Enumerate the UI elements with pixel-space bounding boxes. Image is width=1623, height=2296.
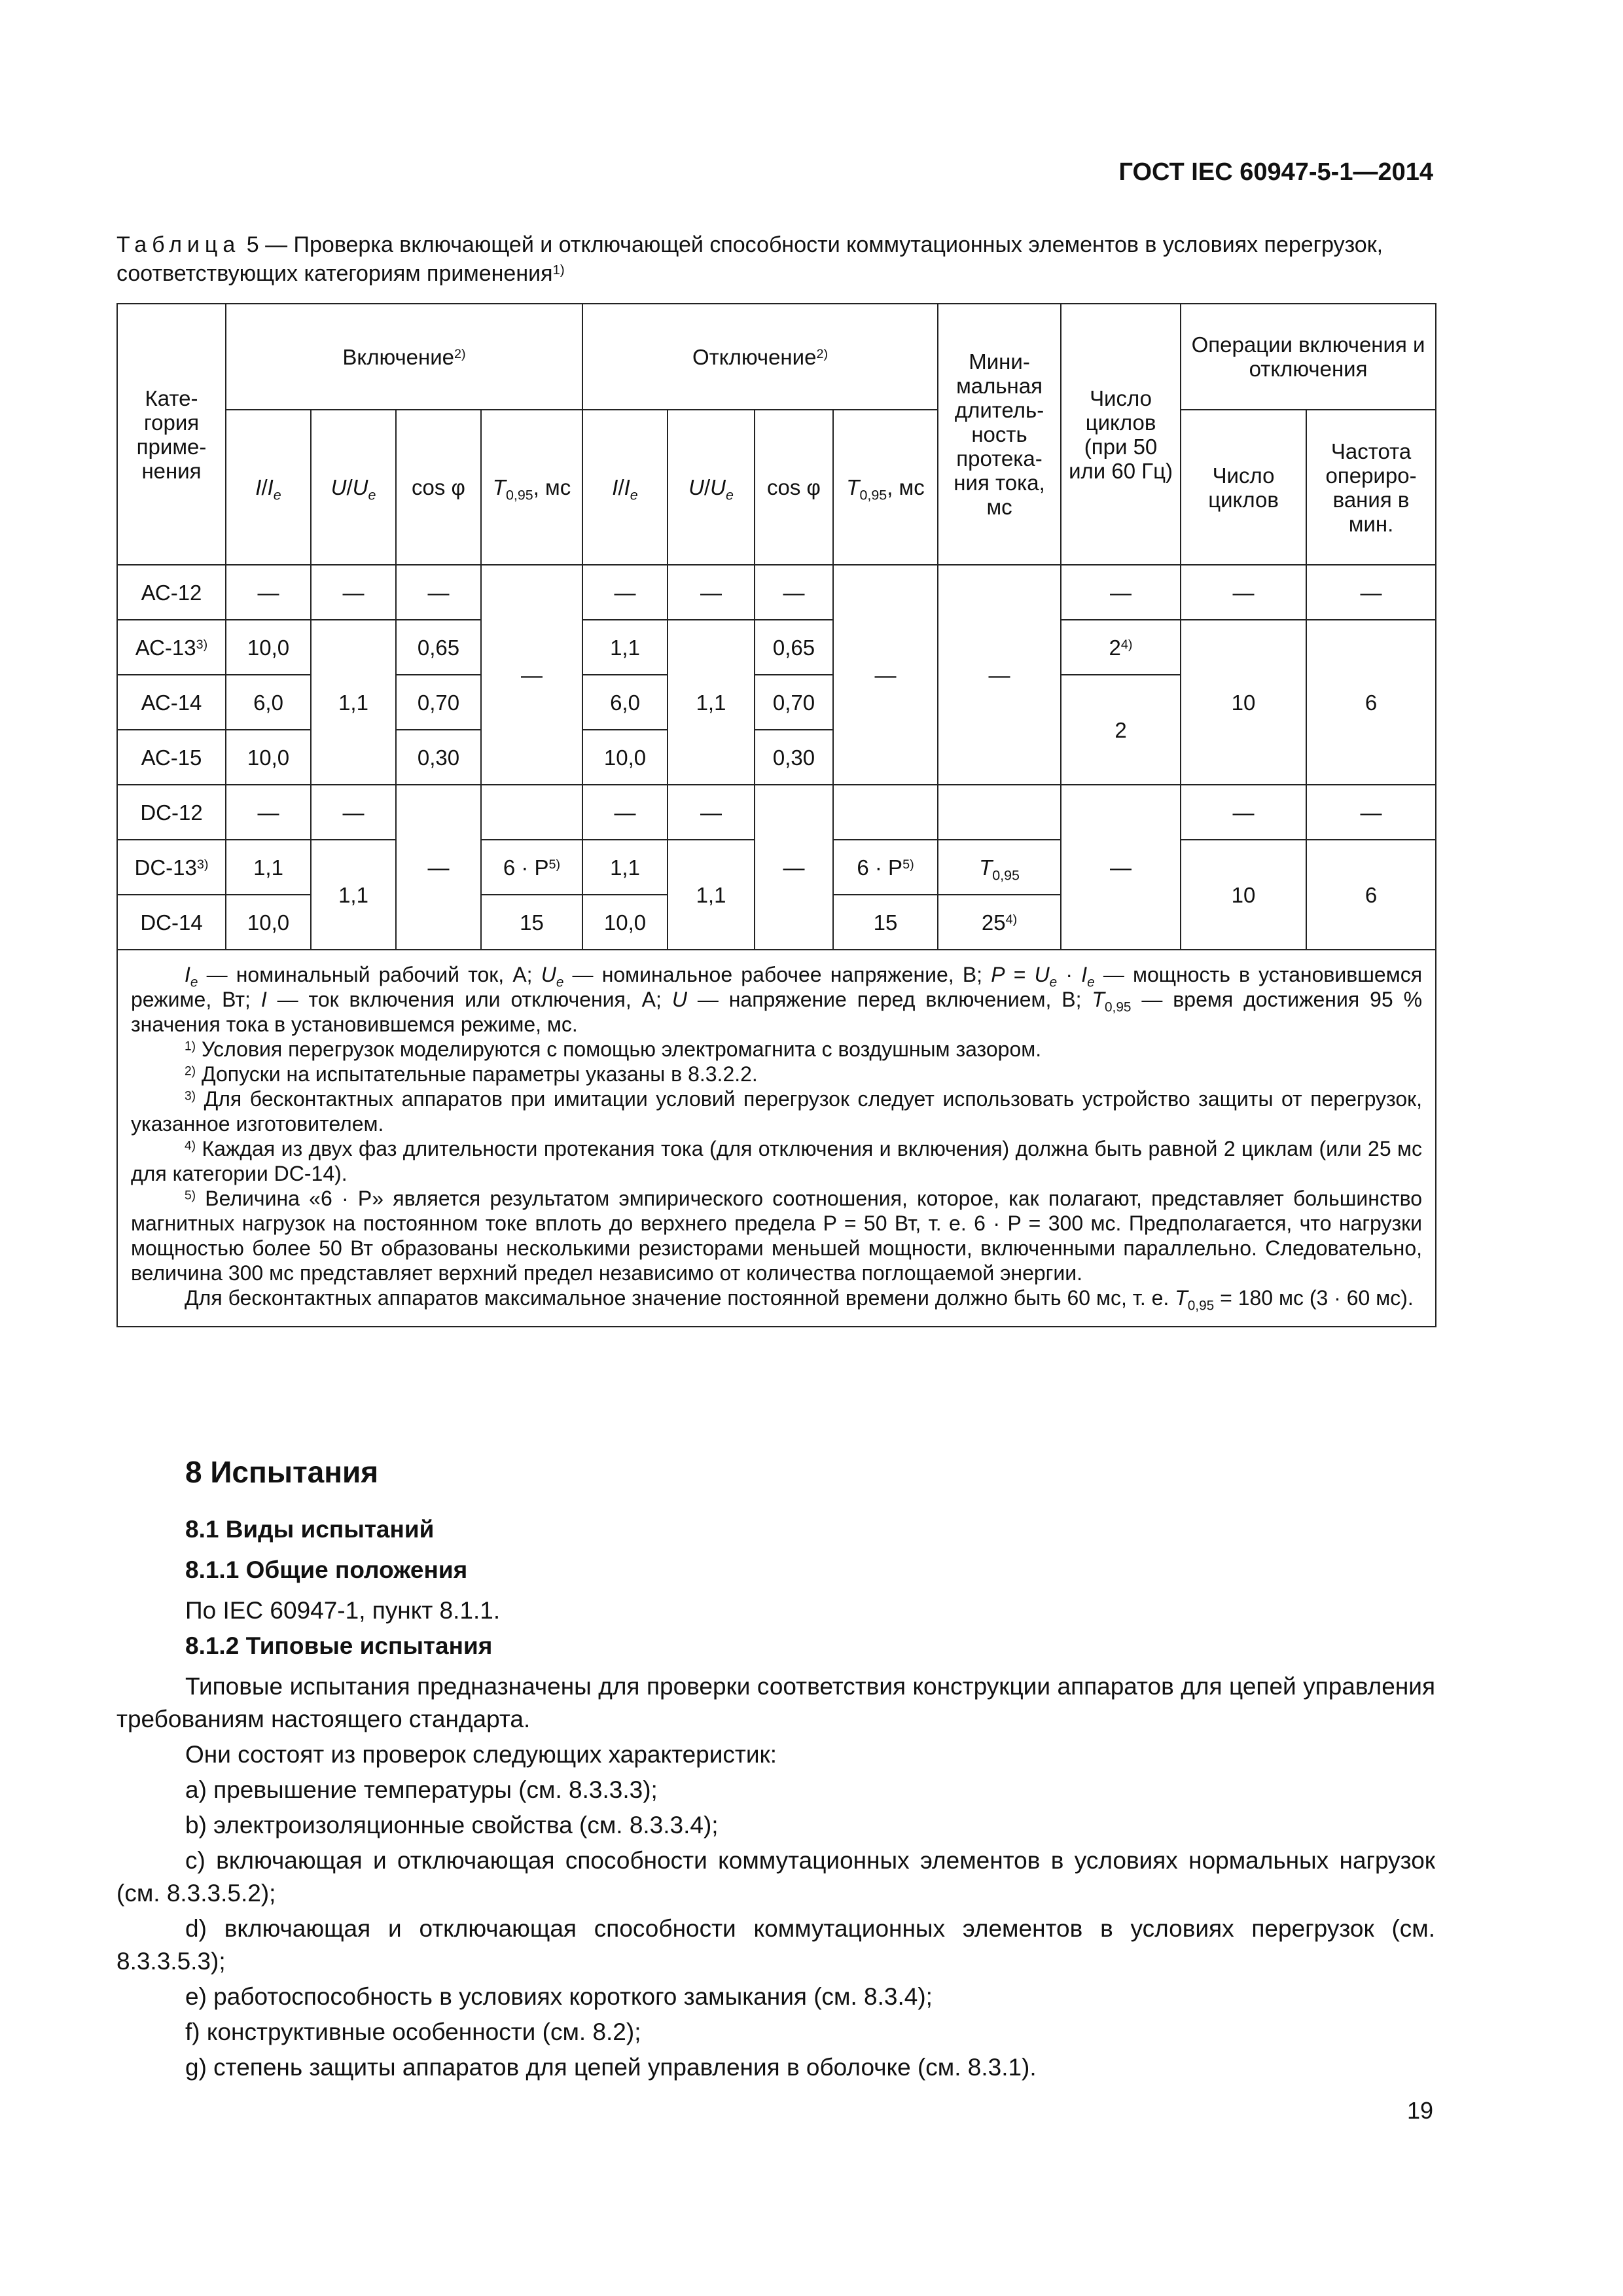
cell-category: DC-12 [117,785,226,840]
footnote-1: $^{1)}$ Условия перегрузок моделируются с помощью электромагнита с воздушным зазором. [185,1037,1042,1061]
cell: 15 [833,895,938,950]
header-on: Включение$^{2)}$ [226,304,582,410]
cell: 1,1 [668,620,755,785]
list-item: f) конструктивные особенности (см. 8.2); [185,2018,641,2045]
footnote-2: $^{2)}$ Допуски на испытательные параметры указаны в 8.3.2.2. [185,1062,758,1086]
cell: 1,1 [226,840,311,895]
header-t095: $T_{0,95}$, мс [481,410,582,565]
caption-label: Таблица [116,232,241,257]
cell: — [396,785,481,950]
cell: 1,1 [311,840,396,950]
paragraph-intro: Они состоят из проверок следующих характеристик: [185,1741,777,1768]
cell: — [668,785,755,840]
header-ops-freq: Частота опериро-вания в мин. [1306,410,1436,565]
footnote-4: $^{4)}$ Каждая из двух фаз длительности протекания тока (для отключения и включения) должна быть равной 2 циклам (или 25 мс для категории DC-14). [131,1137,1423,1185]
cell-category: DC-13$^{3)}$ [117,840,226,895]
table-caption [116,230,1438,288]
footnote-5-cont: Для бесконтактных аппаратов максимальное значение постоянной времени должно быть 60 мс, т. е. $T_{0,95} = 180$ мс (3 · 60 мс). [185,1286,1414,1314]
cell: — [226,565,311,620]
cell: 0,30 [396,730,481,785]
caption-text: 5 — Проверка включающей и отключающей способности коммутационных элементов в условиях перегрузок, соответствующих категориям применения [116,232,1383,286]
cell-category: АС-14 [117,675,226,730]
header-ops: Операции включения и отключения [1181,304,1436,410]
header-cycles: Число циклов (при 50 или 60 Гц) [1061,304,1181,565]
cell: 25$^{4)}$ [938,895,1061,950]
cell: — [226,785,311,840]
cell: 6 [1306,840,1436,950]
cell: — [311,565,396,620]
header-min-duration: Мини-мальная длитель-ность протека-ния тока, мс [938,304,1061,565]
footnote-3: $^{3)}$ Для бесконтактных аппаратов при имитации условий перегрузок следует использовать устройство защиты от перегрузок, указанное изготовителем. [131,1087,1423,1136]
footnote-5: $^{5)}$ Величина «6 · P» является результатом эмпирического соотношения, которое, как полагают, представляет большинство магнитных нагрузок на постоянном токе вплоть до верхнего предела P = 50 Вт, т. е. 6 · P = 300 мс. Предполагается, что нагрузки мощностью более 50 Вт образованы несколькими резисторами меньшей мощности, включенными параллельно. Следовательно, величина 300 мс представляет верхний предел независимо от количества поглощаемой энергии. [131,1187,1423,1285]
cell: 10 [1181,620,1306,785]
cell: — [1181,565,1306,620]
note-definitions: $I_e$ — номинальный рабочий ток, А; $U_e$ — номинальное рабочее напряжение, В; $P = U_e \cdot I_e$ — мощность в установившемся режиме, Вт; I — ток включения или отключения, А; U — напряжение перед включением, В; $T_{0,95}$ — время достижения 95 % значения тока в установившемся режиме, мс. [131,963,1423,1036]
cell: — [1061,785,1181,950]
section-8-body [116,1513,1435,2087]
cell: 6,0 [226,675,311,730]
cell: — [938,565,1061,785]
table-notes [117,950,1436,1327]
cell-category: АС-12 [117,565,226,620]
cell-category: DC-14 [117,895,226,950]
cell: — [481,565,582,785]
heading-8-1: 8.1 Виды испытаний [185,1516,435,1543]
cell: — [1306,785,1436,840]
section-8-title: 8 Испытания [185,1455,379,1489]
cell: — [1181,785,1306,840]
caption-footnote-ref: 1) [552,262,565,278]
standard-code: ГОСТ IEC 60947-5-1—2014 [1118,158,1433,186]
cell: 1,1 [582,840,668,895]
cell: 10,0 [226,620,311,675]
cell: — [311,785,396,840]
heading-8-1-2: 8.1.2 Типовые испытания [185,1632,493,1659]
cell [938,785,1061,840]
paragraph-8-1-2: Типовые испытания предназначены для проверки соответствия конструкции аппаратов для цепей управления требованиям настоящего стандарта. [116,1673,1435,1732]
cell: — [582,565,668,620]
page-number: 19 [1406,2097,1433,2124]
cell: 2$^{4)}$ [1061,620,1181,675]
cell: 1,1 [311,620,396,785]
cell: 0,30 [755,730,833,785]
row-ac13 [117,620,1436,675]
cell: — [1061,565,1181,620]
table-5 [116,303,1436,1327]
row-dc12 [117,785,1436,840]
list-item: e) работоспособность в условиях короткого замыкания (см. 8.3.4); [185,1983,933,2010]
cell: 10 [1181,840,1306,950]
paragraph-8-1-1: По IEC 60947-1, пункт 8.1.1. [185,1597,501,1624]
header-off: Отключение$^{2)}$ [582,304,938,410]
list-item: c) включающая и отключающая способности коммутационных элементов в условиях нормальных нагрузок (см. 8.3.3.5.2); [116,1847,1435,1907]
cell: — [668,565,755,620]
list-item: d) включающая и отключающая способности коммутационных элементов в условиях перегрузок (см. 8.3.3.5.3); [116,1915,1435,1975]
cell: 1,1 [582,620,668,675]
cell: 10,0 [226,895,311,950]
list-item: b) электроизоляционные свойства (см. 8.3.3.4); [185,1812,719,1839]
header-t095-off: $T_{0,95}$, мс [833,410,938,565]
cell: 10,0 [582,895,668,950]
cell [833,785,938,840]
header-cos: cos φ [396,410,481,565]
cell: 0,70 [755,675,833,730]
header-ops-cycles: Число циклов [1181,410,1306,565]
cell: — [396,565,481,620]
cell: 10,0 [582,730,668,785]
cell: $6 \cdot P^{5)}$ [833,840,938,895]
cell: 15 [481,895,582,950]
cell-category: АС-13$^{3)}$ [117,620,226,675]
header-i-ie: $I/I_e$ [226,410,311,565]
cell: 1,1 [668,840,755,950]
header-category: Кате-гория приме-нения [117,304,226,565]
cell: $T_{0,95}$ [938,840,1061,895]
list-item: a) превышение температуры (см. 8.3.3.3); [185,1776,658,1803]
cell: $6 \cdot P^{5)}$ [481,840,582,895]
header-u-ue-off: $U/U_e$ [668,410,755,565]
cell-category: АС-15 [117,730,226,785]
cell: — [833,565,938,785]
cell: — [755,785,833,950]
heading-8-1-1: 8.1.1 Общие положения [185,1556,468,1583]
cell: 6,0 [582,675,668,730]
cell: 0,65 [755,620,833,675]
row-ac12 [117,565,1436,620]
cell: — [582,785,668,840]
cell: — [755,565,833,620]
header-i-ie-off: $I/I_e$ [582,410,668,565]
header-cos-off: cos φ [755,410,833,565]
cell: 2 [1061,675,1181,785]
cell [481,785,582,840]
cell: 0,70 [396,675,481,730]
cell: 6 [1306,620,1436,785]
list-item: g) степень защиты аппаратов для цепей управления в оболочке (см. 8.3.1). [185,2054,1037,2081]
cell: 10,0 [226,730,311,785]
cell: — [1306,565,1436,620]
cell: 0,65 [396,620,481,675]
header-u-ue: $U/U_e$ [311,410,396,565]
